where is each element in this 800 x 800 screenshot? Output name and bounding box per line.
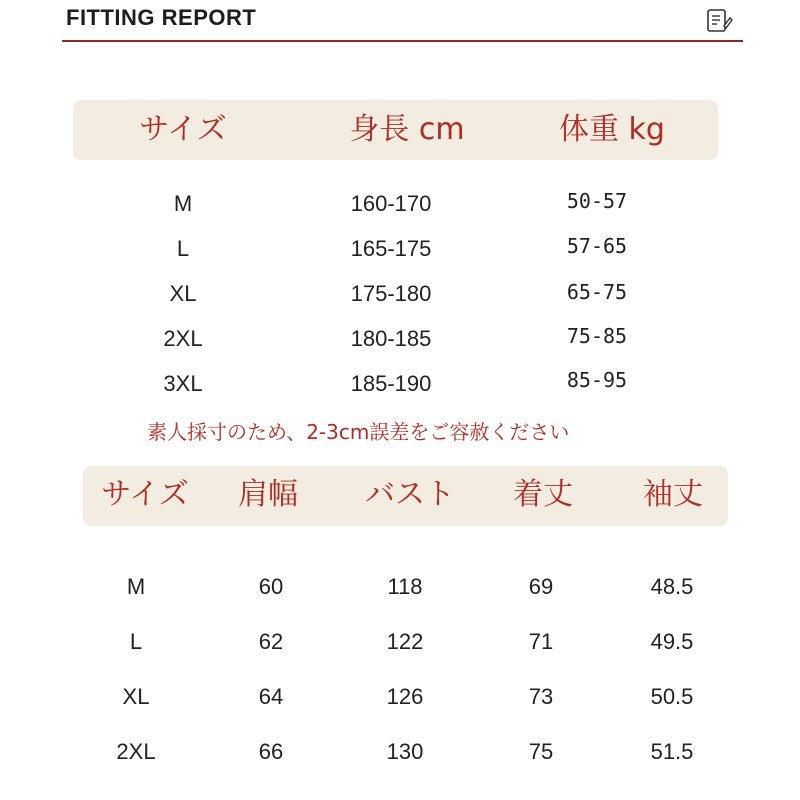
size-guide-header-size: サイズ xyxy=(139,112,227,147)
size-cell: 3XL xyxy=(163,371,203,396)
size-cell: M xyxy=(173,191,193,216)
bust-cell: 122 xyxy=(386,629,424,654)
size-cell: XL xyxy=(169,281,197,306)
bust-cell: 126 xyxy=(386,684,424,709)
size-cell: 2XL xyxy=(163,326,203,351)
weight-cell: 85-95 xyxy=(566,368,628,392)
measurement-note: 素人採寸のため、2-3cm誤差をご容赦ください xyxy=(147,420,570,444)
sleeve-cell: 51.5 xyxy=(650,739,694,764)
weight-cell: 57-65 xyxy=(566,234,628,258)
weight-cell: 75-85 xyxy=(566,324,628,348)
size-cell: M xyxy=(126,574,146,599)
shoulder-cell: 62 xyxy=(258,629,284,654)
sleeve-cell: 48.5 xyxy=(650,574,694,599)
weight-cell: 65-75 xyxy=(566,280,628,304)
length-cell: 75 xyxy=(528,739,554,764)
report-edit-icon xyxy=(703,6,733,36)
size-guide-header-weight: 体重 kg xyxy=(559,112,665,147)
bust-cell: 118 xyxy=(387,574,423,599)
size-cell: 2XL xyxy=(116,739,156,764)
length-cell: 71 xyxy=(528,629,554,654)
height-cell: 165-175 xyxy=(350,236,432,261)
measurements-header-shoulder: 肩幅 xyxy=(238,477,298,512)
shoulder-cell: 60 xyxy=(258,574,284,599)
size-cell: L xyxy=(176,236,190,261)
height-cell: 180-185 xyxy=(350,326,432,351)
measurements-header-sleeve: 袖丈 xyxy=(643,477,703,512)
measurements-header-size: サイズ xyxy=(101,477,189,512)
header-divider xyxy=(62,40,743,42)
height-cell: 175-180 xyxy=(350,281,432,306)
shoulder-cell: 64 xyxy=(258,684,284,709)
height-cell: 185-190 xyxy=(350,371,432,396)
measurements-header-bust: バスト xyxy=(365,477,455,512)
length-cell: 69 xyxy=(528,574,554,599)
height-cell: 160-170 xyxy=(350,191,432,216)
sleeve-cell: 49.5 xyxy=(650,629,694,654)
length-cell: 73 xyxy=(528,684,554,709)
size-cell: L xyxy=(129,629,143,654)
page-title: FITTING REPORT xyxy=(66,5,257,30)
weight-cell: 50-57 xyxy=(566,189,628,213)
measurements-header-length: 着丈 xyxy=(513,477,573,512)
size-guide-header-height: 身長 cm xyxy=(349,112,465,147)
size-cell: XL xyxy=(122,684,150,709)
sleeve-cell: 50.5 xyxy=(650,684,694,709)
bust-cell: 130 xyxy=(386,739,424,764)
shoulder-cell: 66 xyxy=(258,739,284,764)
